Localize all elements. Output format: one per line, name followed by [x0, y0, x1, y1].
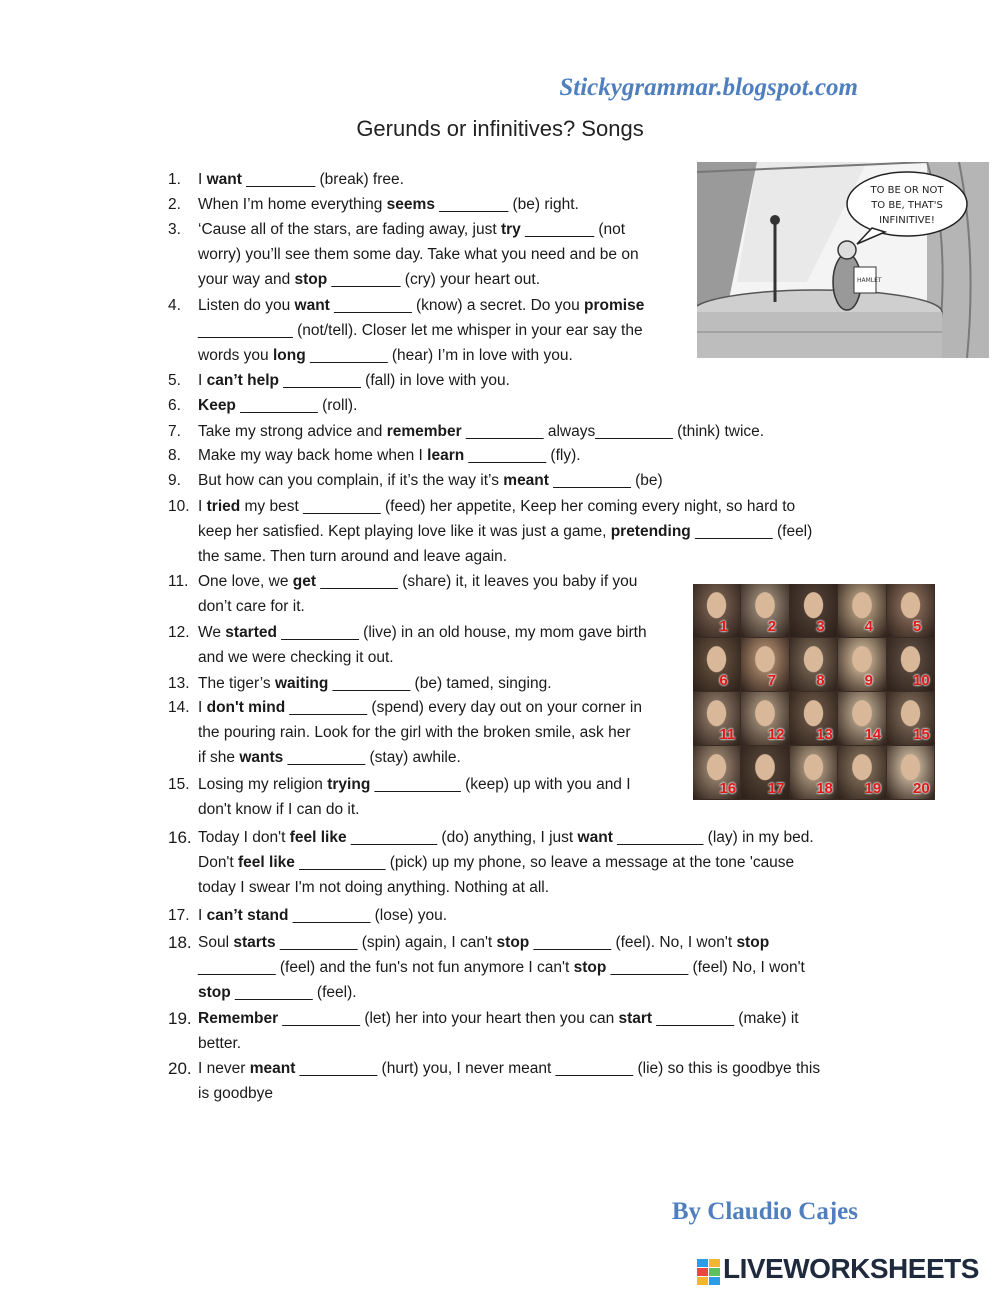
- musician-number: 7: [767, 672, 777, 689]
- question-number: 18.: [168, 933, 192, 952]
- question-text: [198, 671, 552, 696]
- question-12: [168, 620, 647, 670]
- question-5: [168, 368, 510, 393]
- question-line: Listen do you want _________ (know) a secret. Do you promise: [198, 297, 645, 314]
- question-number: 8.: [168, 447, 181, 464]
- musician-photo: [838, 638, 885, 691]
- question-line: Soul starts _________ (spin) again, I can't stop _________ (feel). No, I won't stop: [198, 934, 770, 951]
- question-line: the same. Then turn around and leave again.: [198, 548, 508, 565]
- keyword: can’t help: [206, 372, 279, 389]
- musician-number: 14: [864, 726, 882, 743]
- keyword: meant: [503, 472, 549, 489]
- musician-number: 1: [719, 618, 728, 635]
- question-line: Don't feel like __________ (pick) up my phone, so leave a message at the tone 'cause: [198, 854, 795, 871]
- musician-number: 20: [913, 780, 930, 797]
- question-text: [198, 620, 647, 670]
- question-line: I can’t stand _________ (lose) you.: [198, 907, 448, 924]
- question-number: 6.: [168, 397, 181, 414]
- musician-photo: [887, 584, 934, 637]
- question-line: and we were checking it out.: [198, 649, 394, 666]
- question-10: [168, 494, 812, 569]
- question-line: don’t care for it.: [198, 598, 305, 615]
- bubble-line-2: TO BE, THAT'S: [871, 200, 943, 211]
- question-text: [198, 468, 663, 493]
- keyword: try: [500, 221, 521, 238]
- question-number: 5.: [168, 372, 181, 389]
- keyword: trying: [327, 776, 371, 793]
- question-17: [168, 903, 447, 928]
- question-line: Take my strong advice and remember _________ always_________ (think) twice.: [198, 423, 765, 440]
- page-title: Gerunds or infinitives? Songs: [356, 116, 644, 141]
- keyword: start: [618, 1010, 653, 1027]
- book-label: HAMLET: [857, 277, 882, 284]
- question-number: 20.: [168, 1059, 192, 1078]
- musician-photo: [790, 638, 837, 691]
- question-line: Today I don't feel like __________ (do) anything, I just want __________ (lay) in my bed.: [198, 829, 814, 846]
- liveworksheets-blocks-icon: [697, 1259, 721, 1285]
- question-line: I want ________ (break) free.: [198, 171, 404, 188]
- keyword: started: [225, 624, 277, 641]
- question-number: 9.: [168, 472, 181, 489]
- question-number: 12.: [168, 624, 190, 641]
- question-text: [198, 772, 631, 822]
- musician-number: 4: [864, 618, 873, 635]
- question-line: your way and stop ________ (cry) your heart out.: [198, 271, 541, 288]
- question-line: I don't mind _________ (spend) every day out on your corner in: [198, 699, 642, 716]
- question-line: When I’m home everything seems ________ (be) right.: [198, 196, 579, 213]
- question-number: 7.: [168, 423, 181, 440]
- question-number: 19.: [168, 1009, 192, 1028]
- musician-photo: [838, 584, 885, 637]
- question-text: [198, 825, 814, 900]
- keyword: pretending: [610, 523, 691, 540]
- keyword: don't mind: [206, 699, 286, 716]
- question-text: [198, 419, 764, 444]
- musician-number: 15: [913, 726, 930, 743]
- question-line: Keep _________ (roll).: [198, 397, 358, 414]
- question-number: 10.: [168, 498, 190, 515]
- musician-number: 2: [767, 618, 777, 635]
- musician-number: 9: [864, 672, 873, 689]
- question-text: [198, 293, 644, 368]
- question-text: [198, 494, 812, 569]
- question-line: The tiger’s waiting _________ (be) tamed, singing.: [198, 675, 552, 692]
- keyword: Remember: [198, 1010, 279, 1027]
- question-line: better.: [198, 1035, 242, 1052]
- musician-photo: [693, 584, 740, 637]
- question-line: But how can you complain, if it’s the way it’s meant _________ (be): [198, 472, 663, 489]
- musician-number: 19: [864, 780, 882, 797]
- keyword: remember: [386, 423, 462, 440]
- keyword: waiting: [274, 675, 329, 692]
- question-9: [168, 468, 663, 493]
- bubble-line-3: INFINITIVE!: [879, 215, 935, 226]
- musician-number: 6: [719, 672, 728, 689]
- question-line: One love, we get _________ (share) it, it leaves you baby if you: [198, 573, 638, 590]
- musician-number: 13: [816, 726, 833, 743]
- question-text: [198, 217, 639, 292]
- question-text: [198, 167, 404, 192]
- musician-number: 12: [767, 726, 785, 743]
- musician-number: 3: [816, 618, 825, 635]
- question-7: [168, 419, 764, 444]
- question-number: 16.: [168, 828, 192, 847]
- question-number: 2.: [168, 196, 181, 213]
- question-text: [198, 569, 637, 619]
- keyword: stop: [736, 934, 770, 951]
- question-text: [198, 695, 642, 770]
- keyword: want: [294, 297, 330, 314]
- question-text: [198, 443, 581, 468]
- question-16: [168, 825, 814, 900]
- question-line: stop _________ (feel).: [198, 984, 357, 1001]
- question-text: [198, 903, 447, 928]
- question-line: if she wants _________ (stay) awhile.: [198, 749, 461, 766]
- question-number: 1.: [168, 171, 181, 188]
- question-number: 14.: [168, 699, 190, 716]
- question-line: _________ (feel) and the fun's not fun anymore I can't stop _________ (feel) No, I won't: [198, 959, 805, 976]
- keyword: stop: [198, 984, 231, 1001]
- question-20: [168, 1056, 820, 1106]
- question-line: Remember _________ (let) her into your heart then you can start _________ (make) it: [198, 1010, 799, 1027]
- question-line: worry) you’ll see them some day. Take what you need and be on: [198, 246, 639, 263]
- question-line: I never meant _________ (hurt) you, I never meant _________ (lie) so this is goodbye this: [198, 1060, 821, 1077]
- question-4: [168, 293, 644, 368]
- question-6: [168, 393, 357, 418]
- musician-photo: [741, 584, 788, 637]
- keyword: promise: [584, 297, 645, 314]
- musician-number: 5: [913, 618, 922, 635]
- question-line: ‘Cause all of the stars, are fading away, just try ________ (not: [198, 221, 626, 238]
- musician-number: 17: [767, 780, 785, 797]
- question-line: today I swear I'm not doing anything. Nothing at all.: [198, 879, 550, 896]
- question-19: [168, 1006, 799, 1056]
- musician-photo: [741, 638, 788, 691]
- question-line: don't know if I can do it.: [198, 801, 360, 818]
- question-8: [168, 443, 581, 468]
- keyword: get: [292, 573, 317, 590]
- question-line: I tried my best _________ (feed) her appetite, Keep her coming every night, so hard to: [198, 498, 796, 515]
- keyword: stop: [496, 934, 530, 951]
- keyword: want: [577, 829, 613, 846]
- question-14: [168, 695, 642, 770]
- question-1: [168, 167, 404, 192]
- musician-number: 18: [816, 780, 833, 797]
- question-line: ___________ (not/tell). Closer let me whisper in your ear say the: [198, 322, 643, 339]
- question-15: [168, 772, 631, 822]
- question-number: 4.: [168, 297, 181, 314]
- keyword: long: [272, 347, 306, 364]
- question-line: I can’t help _________ (fall) in love with you.: [198, 372, 510, 389]
- question-number: 13.: [168, 675, 190, 692]
- musician-photo: [790, 584, 837, 637]
- keyword: wants: [239, 749, 284, 766]
- question-line: the pouring rain. Look for the girl with the broken smile, ask her: [198, 724, 631, 741]
- question-line: keep her satisfied. Kept playing love like it was just a game, pretending _________ (feel): [198, 523, 813, 540]
- keyword: feel like: [289, 829, 347, 846]
- question-line: We started _________ (live) in an old house, my mom gave birth: [198, 624, 647, 641]
- question-text: [198, 393, 357, 418]
- shakespeare-cartoon: [697, 162, 989, 358]
- question-text: [198, 368, 510, 393]
- question-text: [198, 1056, 820, 1106]
- musician-photo: [693, 638, 740, 691]
- liveworksheets-wordmark: LIVEWORKSHEETS: [723, 1253, 979, 1284]
- question-text: [198, 930, 805, 1005]
- question-line: Losing my religion trying __________ (keep) up with you and I: [198, 776, 631, 793]
- musician-number: 10: [913, 672, 930, 689]
- question-line: is goodbye: [198, 1085, 273, 1102]
- question-3: [168, 217, 639, 292]
- keyword: meant: [249, 1060, 296, 1077]
- keyword: tried: [206, 498, 241, 515]
- author-credit: By Claudio Cajes: [671, 1198, 858, 1225]
- keyword: can’t stand: [206, 907, 289, 924]
- musician-number: 8: [816, 672, 825, 689]
- question-13: [168, 671, 552, 696]
- keyword: want: [206, 171, 242, 188]
- question-18: [168, 930, 805, 1005]
- question-number: 3.: [168, 221, 181, 238]
- keyword: feel like: [238, 854, 295, 871]
- question-number: 11.: [168, 573, 189, 590]
- keyword: starts: [233, 934, 276, 951]
- musicians-collage: [693, 584, 935, 800]
- bubble-line-1: TO BE OR NOT: [870, 185, 944, 196]
- question-line: words you long _________ (hear) I’m in love with you.: [198, 347, 573, 364]
- site-url: Stickygrammar.blogspot.com: [559, 74, 858, 101]
- liveworksheets-logo: [697, 1255, 997, 1287]
- question-number: 17.: [168, 907, 190, 924]
- question-2: [168, 192, 579, 217]
- question-text: [198, 1006, 799, 1056]
- keyword: stop: [294, 271, 328, 288]
- musician-number: 16: [719, 780, 737, 797]
- question-text: [198, 192, 579, 217]
- question-11: [168, 569, 637, 619]
- question-number: 15.: [168, 776, 190, 793]
- musician-number: 11: [719, 726, 736, 743]
- question-line: Make my way back home when I learn _________ (fly).: [198, 447, 581, 464]
- keyword: learn: [427, 447, 465, 464]
- keyword: Keep: [198, 397, 236, 414]
- keyword: stop: [573, 959, 607, 976]
- keyword: seems: [386, 196, 435, 213]
